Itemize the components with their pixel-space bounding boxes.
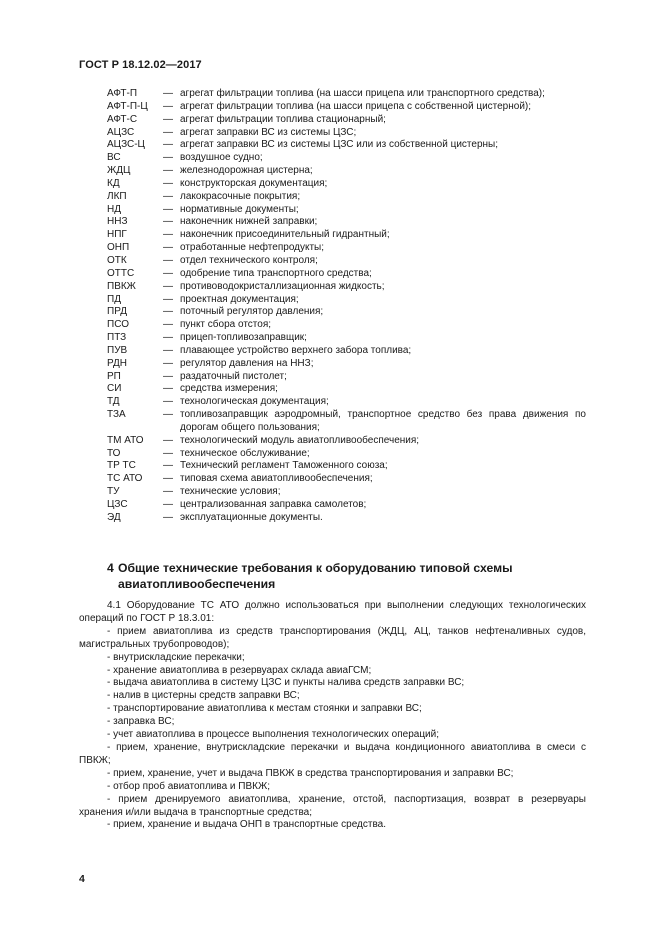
abbreviation-row <box>0 281 661 294</box>
operation-item: - внутрискладские перекачки; <box>107 651 245 663</box>
abbreviation-term: ВС <box>107 152 121 164</box>
abbreviation-term: ОТК <box>107 254 127 266</box>
abbreviation-definition: воздушное судно; <box>180 152 263 164</box>
abbreviation-row <box>0 306 661 319</box>
abbreviation-dash: — <box>163 396 173 408</box>
operation-item: - выдача авиатоплива в систему ЦЗС и пункты налива средств заправки ВС; <box>107 677 465 689</box>
abbreviation-row <box>0 409 661 435</box>
abbreviation-dash: — <box>163 486 173 498</box>
abbreviation-row <box>0 88 661 101</box>
abbreviation-row <box>0 152 661 165</box>
abbreviation-term: ПТЗ <box>107 332 127 344</box>
abbreviation-row <box>0 101 661 114</box>
abbreviation-term: ЛКП <box>107 190 127 202</box>
abbreviation-row <box>0 371 661 384</box>
abbreviation-term: НД <box>107 203 121 215</box>
abbreviation-term: ПРД <box>107 306 127 318</box>
section-title-text: Общие технические требования к оборудованию типовой схемы авиатопливообеспечения <box>118 561 513 591</box>
abbreviation-term: НПГ <box>107 229 127 241</box>
abbreviation-row <box>0 165 661 178</box>
abbreviation-row <box>0 255 661 268</box>
abbreviation-definition: наконечник нижней заправки; <box>180 216 318 228</box>
abbreviation-definition: агрегат фильтрации топлива стационарный; <box>180 113 386 125</box>
abbreviation-definition: отработанные нефтепродукты; <box>180 242 325 254</box>
abbreviation-dash: — <box>163 126 173 138</box>
abbreviation-term: РП <box>107 370 121 382</box>
abbreviation-dash: — <box>163 113 173 125</box>
abbreviation-definition: конструкторская документация; <box>180 177 328 189</box>
abbreviation-term: ТО <box>107 447 121 459</box>
abbreviation-dash: — <box>163 357 173 369</box>
operation-item: - прием, хранение, внутрискладские перекачки и выдача кондиционного авиатоплива в смеси с ПВКЖ; <box>79 741 586 766</box>
abbreviation-dash: — <box>163 370 173 382</box>
abbreviation-term: СИ <box>107 383 122 395</box>
abbreviation-dash: — <box>163 242 173 254</box>
abbreviation-dash: — <box>163 267 173 279</box>
abbreviation-term: ОНП <box>107 242 130 254</box>
abbreviation-dash: — <box>163 152 173 164</box>
abbreviation-definition: прицеп-топливозаправщик; <box>180 332 307 344</box>
abbreviation-dash: — <box>163 409 173 421</box>
operation-item: - учет авиатоплива в процессе выполнения технологических операций; <box>107 729 440 741</box>
abbreviation-dash: — <box>163 447 173 459</box>
abbreviation-definition: технические условия; <box>180 486 281 498</box>
abbreviation-term: АФТ-П-Ц <box>107 100 148 112</box>
abbreviation-row <box>0 396 661 409</box>
section-heading <box>107 561 577 592</box>
abbreviation-definition: агрегат фильтрации топлива (на шасси прицепа с собственной цистерной); <box>180 100 532 112</box>
abbreviation-row <box>0 512 661 525</box>
abbreviation-row <box>0 435 661 448</box>
abbreviation-definition: централизованная заправка самолетов; <box>180 499 367 510</box>
operation-item: - отбор проб авиатоплива и ПВКЖ; <box>107 780 270 792</box>
abbreviation-definition: эксплуатационные документы. <box>180 511 323 523</box>
abbreviation-dash: — <box>163 100 173 112</box>
abbreviation-term: ННЗ <box>107 216 128 228</box>
abbreviation-dash: — <box>163 319 173 331</box>
abbreviation-term: АЦЗС <box>107 126 135 138</box>
abbreviation-definition: наконечник присоединительный гидрантный; <box>180 229 390 241</box>
abbreviation-definition: типовая схема авиатопливообеспечения; <box>180 473 373 485</box>
abbreviation-dash: — <box>163 344 173 356</box>
abbreviation-term: ПВКЖ <box>107 280 136 292</box>
abbreviation-term: АФТ-С <box>107 113 138 125</box>
abbreviation-row <box>0 229 661 242</box>
abbreviation-row <box>0 204 661 217</box>
operation-item: - прием авиатоплива из средств транспортирования (ЖДЦ, АЦ, танков нефтеналивных судов, магистральных трубопроводов); <box>79 625 586 650</box>
operation-item: - прием дренируемого авиатоплива, хранение, отстой, паспортизация, возврат в резервуары хранения и/или выдача в транспортные средства; <box>79 793 586 818</box>
abbreviation-definition: топливозаправщик аэродромный, транспортное средство без права движения по дорогам общего пользования; <box>180 409 586 433</box>
abbreviation-definition: раздаточный пистолет; <box>180 370 287 382</box>
abbreviation-term: ПСО <box>107 319 129 331</box>
abbreviation-term: ЦЗС <box>107 499 128 510</box>
abbreviation-definition: технологический модуль авиатопливообеспечения; <box>180 434 420 446</box>
abbreviation-dash: — <box>163 332 173 344</box>
abbreviation-term: ОТТС <box>107 267 135 279</box>
abbreviation-row <box>0 473 661 486</box>
section-number: 4 <box>107 561 114 575</box>
section-body <box>79 600 586 832</box>
abbreviation-definition: нормативные документы; <box>180 203 299 215</box>
abbreviation-row <box>0 178 661 191</box>
abbreviation-definition: техническое обслуживание; <box>180 447 310 459</box>
abbreviation-term: ЭД <box>107 511 121 523</box>
abbreviation-term: ТС АТО <box>107 473 143 485</box>
abbreviation-row <box>0 319 661 332</box>
abbreviation-row <box>0 460 661 473</box>
abbreviation-dash: — <box>163 511 173 523</box>
abbreviation-definition: средства измерения; <box>180 383 278 395</box>
abbreviation-row <box>0 358 661 371</box>
abbreviation-dash: — <box>163 499 173 510</box>
operation-item: - хранение авиатоплива в резервуарах склада авиаГСМ; <box>107 664 372 676</box>
abbreviation-dash: — <box>163 293 173 305</box>
abbreviation-row <box>0 383 661 396</box>
abbreviation-row <box>0 191 661 204</box>
abbreviation-definition: проектная документация; <box>180 293 299 305</box>
paragraph-4-1: 4.1 Оборудование ТС АТО должно использоваться при выполнении следующих технологических операций по ГОСТ Р 18.3.01: <box>79 600 586 624</box>
abbreviation-term: ТЗА <box>107 409 126 421</box>
abbreviation-row <box>0 114 661 127</box>
abbreviation-definition: регулятор давления на ННЗ; <box>180 357 314 369</box>
abbreviation-term: ТР ТС <box>107 460 136 472</box>
abbreviation-definition: плавающее устройство верхнего забора топлива; <box>180 344 412 356</box>
abbreviation-dash: — <box>163 254 173 266</box>
abbreviation-definition: пункт сбора отстоя; <box>180 319 272 331</box>
abbreviation-dash: — <box>163 460 173 472</box>
abbreviation-dash: — <box>163 434 173 446</box>
operations-list <box>79 626 586 833</box>
page-number: 4 <box>79 873 85 885</box>
abbreviation-term: ТД <box>107 396 120 408</box>
abbreviation-definition: противоводокристаллизационная жидкость; <box>180 280 385 292</box>
abbreviation-definition: поточный регулятор давления; <box>180 306 324 318</box>
abbreviation-definition: Технический регламент Таможенного союза; <box>180 460 388 472</box>
abbreviation-row <box>0 486 661 499</box>
abbreviation-dash: — <box>163 165 173 177</box>
abbreviation-term: РДН <box>107 357 127 369</box>
abbreviation-term: ТМ АТО <box>107 434 144 446</box>
abbreviation-row <box>0 499 661 512</box>
operation-item: - налив в цистерны средств заправки ВС; <box>107 690 300 702</box>
abbreviation-row <box>0 448 661 461</box>
abbreviation-definition: агрегат фильтрации топлива (на шасси прицепа или транспортного средства); <box>180 88 545 99</box>
abbreviation-row <box>0 242 661 255</box>
operation-item: - транспортирование авиатоплива к местам стоянки и заправки ВС; <box>107 703 422 715</box>
abbreviation-row <box>0 294 661 307</box>
abbreviation-dash: — <box>163 229 173 241</box>
abbreviation-dash: — <box>163 280 173 292</box>
abbreviation-dash: — <box>163 216 173 228</box>
abbreviation-term: КД <box>107 177 120 189</box>
abbreviation-term: ПД <box>107 293 121 305</box>
operation-item: - прием, хранение и выдача ОНП в транспортные средства. <box>107 819 386 831</box>
abbreviation-term: ПУВ <box>107 344 128 356</box>
abbreviation-dash: — <box>163 139 173 151</box>
abbreviation-definition: железнодорожная цистерна; <box>180 165 313 177</box>
abbreviation-term: АФТ-П <box>107 88 138 99</box>
abbreviation-row <box>0 268 661 281</box>
abbreviation-row <box>0 216 661 229</box>
abbreviation-definition: отдел технического контроля; <box>180 254 318 266</box>
abbreviation-dash: — <box>163 177 173 189</box>
abbreviation-definition: агрегат заправки ВС из системы ЦЗС или из собственной цистерны; <box>180 139 498 151</box>
operation-item: - заправка ВС; <box>107 716 175 728</box>
abbreviation-definition: технологическая документация; <box>180 396 329 408</box>
abbreviation-dash: — <box>163 473 173 485</box>
abbreviation-row <box>0 139 661 152</box>
abbreviation-row <box>0 127 661 140</box>
abbreviation-definition: агрегат заправки ВС из системы ЦЗС; <box>180 126 357 138</box>
abbreviations-list <box>0 88 661 525</box>
abbreviation-term: АЦЗС-Ц <box>107 139 145 151</box>
abbreviation-term: ТУ <box>107 486 120 498</box>
abbreviation-dash: — <box>163 203 173 215</box>
abbreviation-definition: лакокрасочные покрытия; <box>180 190 301 202</box>
abbreviation-row <box>0 345 661 358</box>
abbreviation-dash: — <box>163 383 173 395</box>
abbreviation-dash: — <box>163 190 173 202</box>
abbreviation-dash: — <box>163 306 173 318</box>
abbreviation-dash: — <box>163 88 173 99</box>
operation-item: - прием, хранение, учет и выдача ПВКЖ в средства транспортирования и заправки ВС; <box>107 767 514 779</box>
abbreviation-row <box>0 332 661 345</box>
abbreviation-term: ЖДЦ <box>107 165 131 177</box>
abbreviation-definition: одобрение типа транспортного средства; <box>180 267 372 279</box>
document-header: ГОСТ Р 18.12.02—2017 <box>79 59 202 71</box>
